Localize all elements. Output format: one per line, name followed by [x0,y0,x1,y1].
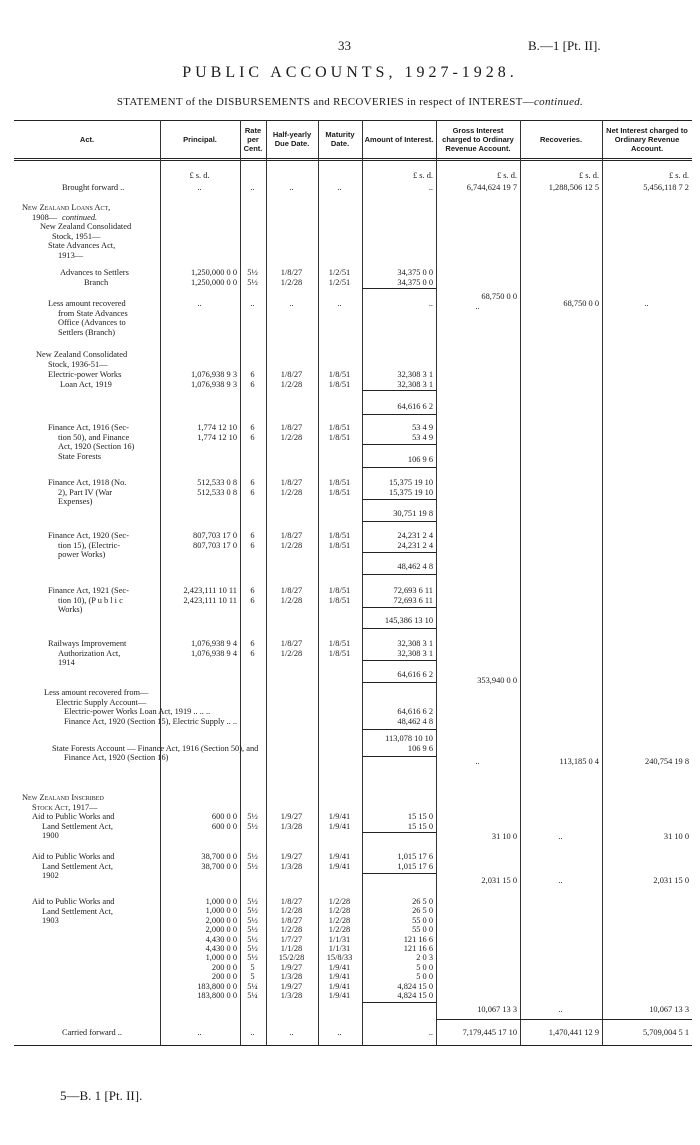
subtitle-suffix: continued. [533,96,584,108]
advances-settlers-half-0: 1/8/27 [280,268,303,277]
pw1903-amount-8: 5 0 0 [416,972,433,982]
recovery-total: 113,078 10 10 [385,734,433,743]
label-advances-to-settlers-branch: Branch [84,277,109,287]
state-forests-net: 240,754 19 8 [645,757,689,766]
fa1918-rate-1: 6 [250,487,255,497]
advances-settlers-subrule [362,288,436,289]
railways-maturity-0: 1/8/51 [328,639,351,648]
railways-half-0: 1/8/27 [280,639,303,648]
advances-settlers-rate-1: 5½ [247,277,258,287]
label-pw1902-3: 1902 [42,871,59,880]
recovery-fa1920-amount: 48,462 4 8 [397,716,433,726]
railways-maturity-1: 1/8/51 [328,648,351,658]
carried-forward-amount: .. [428,1028,433,1037]
heading-nz-loans-act: New Zealand Loans Act, [22,203,111,212]
electric-power-maturity-0: 1/8/51 [328,370,351,379]
column-header-principal: Principal. [183,134,217,144]
fa1921-rate-1: 6 [250,595,255,605]
pw1903-amount-5: 121 16 6 [403,944,433,953]
fa1921-amount-1: 72,693 6 11 [393,595,433,605]
heading-state-advances-act: State Advances Act, [48,241,116,250]
label-pw1902-1: Aid to Public Works and [32,852,115,861]
pw1903-principal-2: 2,000 0 0 [205,915,237,925]
fa1918-maturity-0: 1/8/51 [328,478,351,487]
railways-subrule [362,660,436,661]
fa1916-total: 106 9 6 [407,455,433,464]
fa1920-total: 48,462 4 8 [397,562,433,571]
col-divider-3 [266,120,267,1045]
label-pw1902-2: Land Settlement Act, [42,861,113,871]
subtitle-main: STATEMENT of the DISBURSEMENTS and RECOVERIES in respect of INTEREST— [116,96,534,108]
pw1900-recoveries: .. [558,832,563,841]
label-railways-1: Railways Improvement [48,639,127,648]
state-forests-subrule [362,756,436,757]
fa1916-subrule-2 [362,467,436,468]
label-fa1916-3: Act, 1920 (Section 16) [58,442,135,451]
carried-forward-rate: .. [250,1028,255,1037]
pw1903-half-1: 1/2/28 [280,906,303,916]
label-fa1920-3: power Works) [58,550,106,559]
electric-power-amount-0: 32,308 3 1 [397,370,433,379]
electric-power-principal-1: 1,076,938 9 3 [190,379,237,389]
pw1902-recoveries: .. [558,876,563,885]
pw1903-maturity-7: 1/9/41 [328,962,351,972]
column-header-act: Act. [79,134,95,144]
fa1920-maturity-1: 1/8/51 [328,540,351,550]
brought-forward-gross: 6,744,624 19 7 [466,183,517,192]
label-railways-3: 1914 [58,658,75,667]
heading-nz-loans-act-continued: continued. [62,212,98,222]
label-state-forests-account-2: Finance Act, 1920 (Section 16) [64,753,169,762]
pw1903-amount-3: 55 0 0 [412,925,433,935]
electric-power-half-0: 1/8/27 [280,370,303,379]
pw1903-principal-6: 1,000 0 0 [205,953,237,963]
fa1920-amount-1: 24,231 2 4 [397,540,433,550]
less-recovered-net: .. [644,299,649,308]
pw1903-amount-0: 26 5 0 [412,897,433,906]
pw1900-half-1: 1/3/28 [280,821,303,831]
statement-subtitle [0,96,700,108]
pw1903-amount-9: 4,824 15 0 [397,981,433,991]
pw1903-amount-1: 26 5 0 [412,906,433,916]
label-fa1916-4: State Forests [58,451,102,461]
pw1903-half-6: 15/2/28 [278,953,305,963]
railways-principal-0: 1,076,938 9 4 [190,639,237,648]
label-fa1918-1: Finance Act, 1918 (No. [48,478,127,487]
less-recovered-half: .. [289,299,294,308]
label-advances-to-settlers: Advances to Settlers [60,268,129,277]
pw1903-principal-4: 4,430 0 0 [205,934,237,944]
carried-forward-rec: 1,470,441 12 9 [548,1028,599,1037]
pw1900-amount-0: 15 15 0 [407,812,433,821]
carried-forward-mat: .. [337,1028,342,1037]
col-divider-5 [362,120,363,1045]
pw1903-rate-2: 5½ [247,915,258,925]
pw1903-principal-5: 4,430 0 0 [205,944,237,953]
heading-nz-inscribed-stock: New Zealand Inscribed [22,793,104,802]
fa1918-half-0: 1/8/27 [280,478,303,487]
fa1920-maturity-0: 1/8/51 [328,531,351,540]
pw1903-rate-7: 5 [250,962,255,972]
currency-head-principal: £ s. d. [189,171,210,180]
pw1903-half-7: 1/9/27 [280,962,303,972]
pw1903-rate-5: 5½ [247,944,258,953]
carried-forward-principal: .. [197,1028,202,1037]
fa1918-rate-0: 6 [250,478,255,487]
pw1903-principal-10: 183,800 0 0 [197,991,237,1000]
column-header-recoveries: Recoveries. [539,134,583,144]
advances-settlers-rate-0: 5½ [247,268,258,277]
pw1902-amount-1: 1,015 17 6 [397,861,433,871]
pw1903-principal-0: 1,000 0 0 [205,897,237,906]
fa1918-amount-1: 15,375 19 10 [389,487,433,497]
pw1903-principal-8: 200 0 0 [211,972,237,982]
currency-head-amount: £ s. d. [412,171,433,180]
advances-settlers-maturity-0: 1/2/51 [328,268,351,277]
pw1903-subrule [362,1002,436,1003]
brought-forward-label: Brought forward .. [62,183,125,192]
label-fa1920-recovery: Finance Act, 1920 (Section 15), Electric Supply .. .. [64,716,238,726]
brought-forward-mat: .. [337,183,342,192]
electric-power-maturity-1: 1/8/51 [328,379,351,389]
label-fa1916-1: Finance Act, 1916 (Sec- [48,423,129,432]
advances-settlers-principal-1: 1,250,000 0 0 [190,277,237,287]
carried-forward-gross: 7,179,445 17 10 [462,1028,517,1037]
col-divider-8 [602,120,603,1045]
pw1903-maturity-8: 1/9/41 [328,972,351,982]
fa1920-half-1: 1/2/28 [280,540,303,550]
brought-forward-net: 5,456,118 7 2 [643,183,689,192]
brought-forward-principal: .. [197,183,202,192]
pw1903-principal-9: 183,800 0 0 [197,981,237,991]
electric-power-subrule-2 [362,414,436,415]
label-fa1918-3: Expenses) [58,497,93,506]
heading-nz-consolidated-stock-2: New Zealand Consolidated [36,350,128,359]
label-less-recovered-2: from State Advances [58,308,128,318]
electric-power-rate-1: 6 [250,379,255,389]
fa1918-amount-0: 15,375 19 10 [389,478,433,487]
pw1903-rate-6: 5½ [247,953,258,963]
pw1903-principal-3: 2,000 0 0 [205,925,237,935]
pw1903-amount-7: 5 0 0 [416,962,433,972]
pw1903-half-3: 1/2/28 [280,925,303,935]
label-pw1900-3: 1900 [42,831,59,840]
heading-nz-consolidated-stock-2-year: Stock, 1936-51— [48,359,108,369]
page-footer: 5—B. 1 [Pt. II]. [60,1088,143,1103]
pw1900-maturity-1: 1/9/41 [328,821,351,831]
fa1918-total: 30,751 19 8 [393,509,433,518]
fa1916-subrule [362,444,436,445]
fa1920-principal-1: 807,703 17 0 [193,540,237,550]
advances-settlers-principal-0: 1,250,000 0 0 [190,268,237,277]
column-header-maturity: Maturity Date. [325,130,355,148]
fa1920-amount-0: 24,231 2 4 [397,531,433,540]
fa1921-amount-0: 72,693 6 11 [393,586,433,595]
pw1903-principal-1: 1,000 0 0 [205,906,237,916]
fa1916-rate-0: 6 [250,423,255,432]
pw1903-maturity-2: 1/2/28 [328,915,351,925]
heading-nz-inscribed-stock-year: Stock Act, 1917— [32,802,98,812]
pw1902-gross: 2,031 15 0 [481,876,517,885]
column-header-half-yearly: Half-yearly Due Date. [272,130,312,148]
carried-forward-label: Carried forward .. [62,1028,122,1037]
currency-head-gross: £ s. d. [496,171,517,180]
pw1902-rate-0: 5½ [247,852,258,861]
fa1918-maturity-1: 1/8/51 [328,487,351,497]
label-fa1921-3: Works) [58,605,83,614]
pw1900-net: 31 10 0 [663,832,689,841]
page-reference: B.—1 [Pt. II]. [528,38,601,53]
fa1920-subrule [362,552,436,553]
label-fa1920-2: tion 15), (Electric- [58,540,121,550]
currency-head-net: £ s. d. [668,171,689,180]
railways-amount-1: 32,308 3 1 [397,648,433,658]
recovery-subrule [362,729,436,730]
column-header-gross: Gross Interest charged to Ordinary Revenue Account. [442,125,514,153]
label-less-recovered-3: Office (Advances to [58,318,126,327]
pw1903-maturity-10: 1/9/41 [328,991,351,1000]
less-recovered-principal: .. [197,299,202,308]
table-header-rule-2 [14,160,692,161]
railways-half-1: 1/2/28 [280,648,303,658]
electric-power-half-1: 1/2/28 [280,379,303,389]
fa1921-subrule-2 [362,628,436,629]
table-bottom-rule [14,1045,692,1046]
fa1918-principal-0: 512,533 0 8 [197,478,237,487]
page-title: PUBLIC ACCOUNTS, 1927-1928. [182,64,518,81]
fa1916-principal-1: 1,774 12 10 [197,432,237,442]
pw1903-rate-4: 5½ [247,934,258,944]
brought-forward-rate: .. [250,183,255,192]
col-divider-4 [318,120,319,1045]
label-pw1900-2: Land Settlement Act, [42,821,113,831]
pw1903-rate-8: 5 [250,972,255,982]
less-recovered-rate: .. [250,299,255,308]
pw1902-half-0: 1/9/27 [280,852,303,861]
railways-rate-1: 6 [250,648,255,658]
pw1903-rate-1: 5½ [247,906,258,916]
col-divider-7 [520,120,521,1045]
electric-power-principal-0: 1,076,938 9 3 [190,370,237,379]
pw1903-amount-2: 55 0 0 [412,915,433,925]
pw1903-net: 10,067 13 3 [649,1005,689,1014]
fa1916-principal-0: 1,774 12 10 [197,423,237,432]
pw1903-half-8: 1/3/28 [280,972,303,982]
pw1903-maturity-6: 15/8/33 [326,953,353,963]
fa1921-maturity-0: 1/8/51 [328,586,351,595]
advances-settlers-amount-0: 34,375 0 0 [397,268,433,277]
pw1900-rate-1: 5½ [247,821,258,831]
fa1921-rate-0: 6 [250,586,255,595]
fa1918-subrule [362,499,436,500]
pw1903-half-9: 1/9/27 [280,981,303,991]
pw1903-half-10: 1/3/28 [280,991,303,1000]
fa1921-half-0: 1/8/27 [280,586,303,595]
pw1903-maturity-0: 1/2/28 [328,897,351,906]
label-less-recovered-from: Less amount recovered from— [44,688,149,697]
label-pw1900-1: Aid to Public Works and [32,812,115,821]
advances-settlers-gross: 68,750 0 0 [481,292,517,301]
carried-forward-half: .. [289,1028,294,1037]
pw1903-rate-10: 5¼ [247,991,258,1000]
carried-forward-rule [436,1019,692,1020]
fa1916-amount-1: 53 4 9 [412,432,433,442]
fa1920-subrule-2 [362,574,436,575]
fa1918-subrule-2 [362,521,436,522]
currency-head-recoveries: £ s. d. [578,171,599,180]
railways-total: 64,616 6 2 [397,670,433,679]
fa1916-amount-0: 53 4 9 [412,423,433,432]
pw1900-gross: 31 10 0 [491,832,517,841]
label-electric-power-works-loan: Loan Act, 1919 [60,379,112,389]
fa1920-principal-0: 807,703 17 0 [193,531,237,540]
fa1916-half-0: 1/8/27 [280,423,303,432]
label-less-recovered-4: Settlers (Branch) [58,327,115,337]
label-fa1918-2: 2), Part IV (War [58,487,113,497]
advances-settlers-maturity-1: 1/2/51 [328,277,351,287]
brought-forward-rec: 1,288,506 12 5 [548,183,599,192]
pw1903-rate-3: 5½ [247,925,258,935]
pw1903-amount-4: 121 16 6 [403,934,433,944]
pw1903-maturity-5: 1/1/31 [328,944,351,953]
pw1903-maturity-1: 1/2/28 [328,906,351,916]
carried-forward-net: 5,709,004 5 1 [642,1028,689,1037]
railways-rate-0: 6 [250,639,255,648]
pw1902-rate-1: 5½ [247,861,258,871]
fa1920-half-0: 1/8/27 [280,531,303,540]
fa1921-principal-1: 2,423,111 10 11 [183,595,237,605]
less-recovered-gross: .. [475,302,480,311]
railways-amount-0: 32,308 3 1 [397,639,433,648]
pw1903-rate-9: 5¼ [247,981,258,991]
fa1916-rate-1: 6 [250,432,255,442]
label-fa1921-1: Finance Act, 1921 (Sec- [48,586,129,595]
pw1903-maturity-9: 1/9/41 [328,981,351,991]
pw1903-maturity-3: 1/2/28 [328,925,351,935]
label-pw1903-2: Land Settlement Act, [42,906,113,916]
pw1902-maturity-0: 1/9/41 [328,852,351,861]
pw1903-amount-10: 4,824 15 0 [397,991,433,1000]
pw1902-maturity-1: 1/9/41 [328,861,351,871]
railways-subrule-2 [362,682,436,683]
pw1902-amount-0: 1,015 17 6 [397,852,433,861]
pw1902-subrule [362,873,436,874]
fa1916-maturity-0: 1/8/51 [328,423,351,432]
heading-nz-loans-act-year: 1908— [32,212,58,222]
pw1903-half-2: 1/8/27 [280,915,303,925]
label-pw1903-3: 1903 [42,916,59,925]
less-recovered-maturity: .. [337,299,342,308]
fa1916-maturity-1: 1/8/51 [328,432,351,442]
electric-power-subrule [362,390,436,391]
pw1902-principal-0: 38,700 0 0 [201,852,237,861]
pw1900-principal-1: 600 0 0 [211,821,237,831]
pw1902-half-1: 1/3/28 [280,861,303,871]
less-recovered-amount: .. [428,299,433,308]
pw1900-half-0: 1/9/27 [280,812,303,821]
pw1900-maturity-0: 1/9/41 [328,812,351,821]
pw1900-subrule [362,832,436,833]
heading-nz-consolidated-stock: New Zealand Consolidated [40,222,132,231]
pw1903-rate-0: 5½ [247,897,258,906]
label-railways-2: Authorization Act, [58,648,121,658]
pw1900-amount-1: 15 15 0 [407,821,433,831]
pw1902-principal-1: 38,700 0 0 [201,861,237,871]
col-divider-2 [240,120,241,1045]
railways-principal-1: 1,076,938 9 4 [190,648,237,658]
col-divider-1 [160,120,161,1045]
label-fa1921-2: tion 10), (P u b l i c [58,595,123,605]
group-gross-total: 353,940 0 0 [477,676,517,685]
state-forests-recoveries: 113,185 0 4 [559,757,599,766]
label-fa1916-2: tion 50), and Finance [58,432,130,442]
pw1903-half-5: 1/1/28 [280,944,303,953]
fa1921-subrule [362,607,436,608]
advances-settlers-amount-1: 34,375 0 0 [397,277,433,287]
less-recovered-recoveries: 68,750 0 0 [563,299,599,308]
recovery-epw-amount: 64,616 6 2 [397,707,433,716]
pw1903-maturity-4: 1/1/31 [328,934,351,944]
pw1900-rate-0: 5½ [247,812,258,821]
brought-forward-amount: .. [428,183,433,192]
column-header-amount: Amount of Interest. [364,134,434,144]
pw1903-half-0: 1/8/27 [280,897,303,906]
col-divider-6 [436,120,437,1045]
fa1920-rate-0: 6 [250,531,255,540]
pw1903-amount-6: 2 0 3 [416,953,433,963]
pw1902-net: 2,031 15 0 [653,876,689,885]
fa1921-maturity-1: 1/8/51 [328,595,351,605]
electric-power-total: 64,616 6 2 [397,402,433,411]
column-header-net: Net Interest charged to Ordinary Revenue Account. [606,125,688,153]
label-epw-loan-recovery: Electric-power Works Loan Act, 1919 .. .. .. [64,707,211,716]
label-pw1903-1: Aid to Public Works and [32,897,115,906]
fa1921-total: 145,386 13 10 [384,616,433,625]
heading-nz-consolidated-stock-year: Stock, 1951— [52,231,101,241]
column-header-rate: Rate per Cent. [243,125,263,153]
fa1920-rate-1: 6 [250,540,255,550]
fa1921-principal-0: 2,423,111 10 11 [183,586,237,595]
label-electric-power-works: Electric-power Works [48,370,122,379]
pw1903-half-4: 1/7/27 [280,934,303,944]
label-electric-supply-account: Electric Supply Account— [56,697,147,707]
state-forests-amount: 106 9 6 [407,743,433,753]
table-header-rule [14,158,692,159]
brought-forward-half: .. [289,183,294,192]
page-number: 33 [338,38,351,53]
pw1903-principal-7: 200 0 0 [211,962,237,972]
fa1916-half-1: 1/2/28 [280,432,303,442]
electric-power-rate-0: 6 [250,370,255,379]
advances-settlers-half-1: 1/2/28 [280,277,303,287]
pw1903-gross: 10,067 13 3 [477,1005,517,1014]
heading-state-advances-act-year: 1913— [58,250,84,260]
pw1903-recoveries: .. [558,1005,563,1014]
electric-power-amount-1: 32,308 3 1 [397,379,433,389]
label-state-forests-account: State Forests Account — Finance Act, 1916 (Section 50), and [52,743,259,753]
label-less-recovered-1: Less amount recovered [48,299,126,308]
fa1918-half-1: 1/2/28 [280,487,303,497]
fa1918-principal-1: 512,533 0 8 [197,487,237,497]
pw1900-principal-0: 600 0 0 [211,812,237,821]
state-forests-gross: .. [475,757,480,766]
label-fa1920-1: Finance Act, 1920 (Sec- [48,531,129,540]
fa1921-half-1: 1/2/28 [280,595,303,605]
